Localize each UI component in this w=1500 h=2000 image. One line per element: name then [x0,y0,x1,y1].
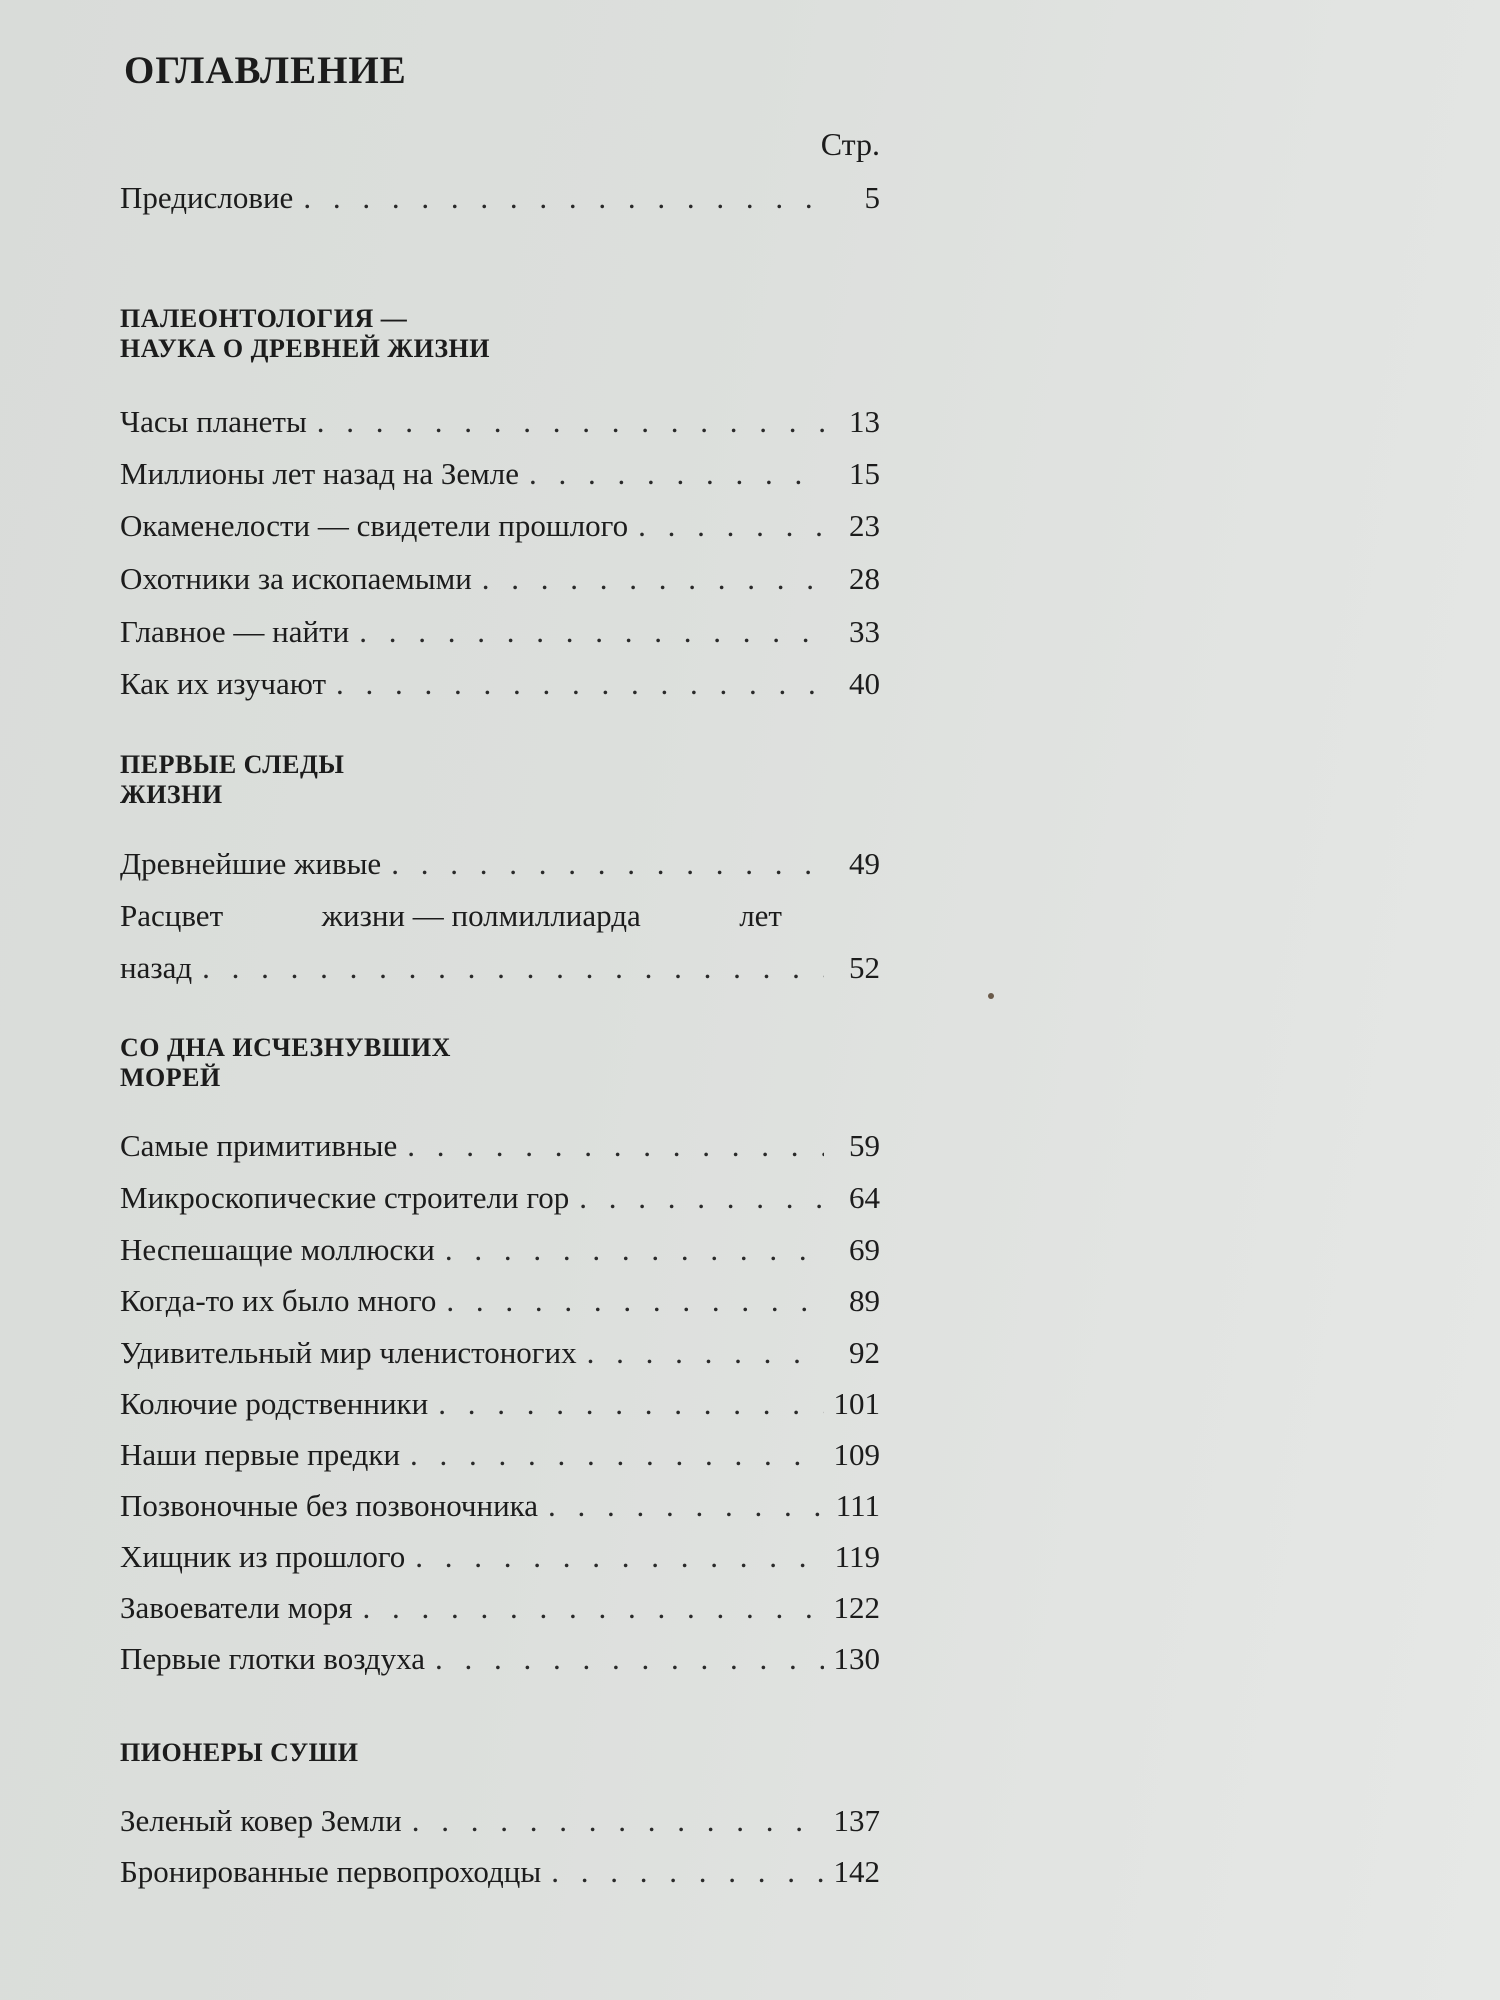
entry-title: Окаменелости — свидетели прошлого [120,508,629,543]
entry-page: 5 [864,180,880,215]
leader-dots [391,846,824,882]
entry-page: 64 [849,1180,880,1215]
entry-title: Охотники за ископаемыми [120,561,472,596]
section-heading-line: ПИОНЕРЫ СУШИ [120,1738,359,1767]
entry-title: Самые примитивные [120,1128,398,1163]
entry-page: 13 [849,404,880,439]
entry-title: Часы планеты [120,404,307,439]
entry-title: Главное — найти [120,614,350,649]
entry-page: 89 [849,1283,880,1318]
entry-page: 28 [849,561,880,596]
entry-title: Как их изучают [120,666,327,701]
entry-title: Колючие родственники [120,1386,429,1421]
toc-entry[interactable] [120,1803,880,1847]
entry-page: 49 [849,846,880,881]
entry-page: 40 [849,666,880,701]
toc-entry[interactable] [120,1854,880,1898]
leader-dots [551,1854,824,1890]
leader-dots [363,1590,824,1626]
entry-page: 111 [835,1488,880,1523]
leader-dots [303,180,824,216]
toc-entry[interactable] [120,846,880,890]
toc-entry[interactable] [120,1539,880,1583]
leader-dots [359,614,824,650]
leader-dots [412,1803,824,1839]
toc-entry[interactable] [120,1641,880,1685]
entry-page: 33 [849,614,880,649]
toc-entry[interactable] [120,404,880,448]
entry-title-word: лет [739,898,782,933]
entry-title: Хищник из прошлого [120,1539,406,1574]
entry-title-word: Расцвет [120,898,224,933]
toc-entry[interactable] [120,950,880,994]
toc-entry[interactable] [120,1128,880,1172]
entry-page: 69 [849,1232,880,1267]
entry-page: 142 [833,1854,880,1889]
section-heading [120,304,490,364]
section-heading-line: ЖИЗНИ [120,780,223,809]
entry-page: 15 [849,456,880,491]
toc-entry-multiline-first[interactable] [120,898,782,934]
entry-title: Удивительный мир членистоногих [120,1335,577,1370]
toc-entry-preface[interactable] [120,180,880,224]
leader-dots [435,1641,824,1677]
toc-entry[interactable] [120,1590,880,1634]
entry-page: 59 [849,1128,880,1163]
entry-page: 52 [849,950,880,985]
entry-title: назад [120,950,193,985]
toc-entry[interactable] [120,1180,880,1224]
entry-title: Первые глотки воздуха [120,1641,426,1676]
entry-page: 119 [834,1539,880,1574]
entry-title: Зеленый ковер Земли [120,1803,402,1838]
leader-dots [529,456,824,492]
leader-dots [579,1180,824,1216]
leader-dots [336,666,824,702]
toc-entry[interactable] [120,1335,880,1379]
entry-title: Завоеватели моря [120,1590,353,1625]
toc-entry[interactable] [120,561,880,605]
leader-dots [407,1128,824,1164]
toc-entry[interactable] [120,456,880,500]
entry-title: Бронированные первопроходцы [120,1854,542,1889]
toc-entry[interactable] [120,1232,880,1276]
entry-title: Когда-то их было много [120,1283,437,1318]
leader-dots [446,1283,824,1319]
entry-title: Микроскопические строители гор [120,1180,570,1215]
entry-title: Наши первые предки [120,1437,401,1472]
leader-dots [202,950,824,986]
section-heading-line: ПАЛЕОНТОЛОГИЯ — [120,304,408,333]
entry-title: Позвоночные без позвоночника [120,1488,539,1523]
page-column-header: Стр. [820,126,880,162]
leader-dots [410,1437,824,1473]
paper-speck [988,993,994,999]
entry-title-word: жизни — полмиллиарда [321,898,641,933]
section-heading-line: МОРЕЙ [120,1063,221,1092]
section-heading [120,1033,451,1093]
entry-page: 137 [833,1803,880,1838]
toc-entry[interactable] [120,614,880,658]
toc-entry[interactable] [120,666,880,710]
leader-dots [317,404,824,440]
entry-page: 130 [833,1641,880,1676]
toc-entry[interactable] [120,1283,880,1327]
section-heading [120,750,344,810]
entry-page: 101 [833,1386,880,1421]
leader-dots [482,561,824,597]
entry-title: Древнейшие живые [120,846,382,881]
section-heading-line: СО ДНА ИСЧЕЗНУВШИХ [120,1033,451,1062]
toc-entry[interactable] [120,1386,880,1430]
entry-page: 23 [849,508,880,543]
page-title: ОГЛАВЛЕНИЕ [124,49,407,92]
leader-dots [587,1335,824,1371]
leader-dots [638,508,824,544]
leader-dots [445,1232,824,1268]
leader-dots [438,1386,824,1422]
section-heading-line: ПЕРВЫЕ СЛЕДЫ [120,750,345,779]
entry-page: 92 [849,1335,880,1370]
entry-page: 122 [833,1590,880,1625]
toc-entry[interactable] [120,1437,880,1481]
entry-title: Неспешащие моллюски [120,1232,435,1267]
leader-dots [415,1539,824,1575]
toc-entry[interactable] [120,508,880,552]
entry-title: Миллионы лет назад на Земле [120,456,519,491]
section-heading-line: НАУКА О ДРЕВНЕЙ ЖИЗНИ [120,334,490,363]
toc-entry[interactable] [120,1488,880,1532]
entry-title: Предисловие [120,180,294,215]
section-heading [120,1738,358,1768]
entry-page: 109 [833,1437,880,1472]
leader-dots [548,1488,824,1524]
